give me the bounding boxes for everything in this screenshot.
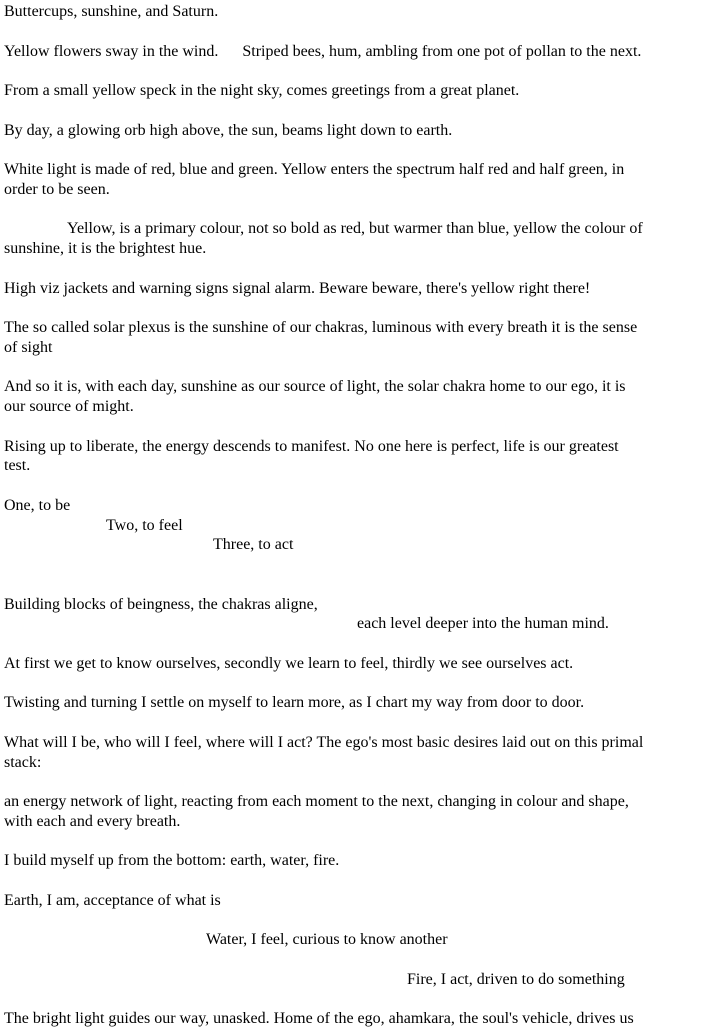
text-line: The bright light guides our way, unasked. Home of the ego, ahamkara, the soul's vehicle, drives us [4,1010,634,1028]
text-line: Twisting and turning I settle on myself to learn more, as I chart my way from door to door. [4,694,585,712]
text-line: White light is made of red, blue and green. Yellow enters the spectrum half red and half green, in [4,161,625,178]
text-line: At first we get to know ourselves, secondly we learn to feel, thirdly we see ourselves act. [4,654,574,672]
text-line: One, to be [4,496,71,514]
text-line: of sight [4,338,53,356]
text-line: stack: [4,753,42,771]
text-line: test. [4,457,31,475]
paragraph [4,496,701,555]
paragraph [4,377,701,417]
paragraph [4,654,701,674]
text-line: Yellow, is a primary colour, not so bold as red, but warmer than blue, yellow the colour of [67,220,643,238]
paragraph [4,318,701,358]
text-line: Rising up to liberate, the energy descends to manifest. No one here is perfect, life is our greatest [4,437,619,455]
paragraph [4,970,701,990]
paragraph [4,1009,701,1029]
paragraph [4,891,701,911]
paragraph [4,160,701,200]
text-line: By day, a glowing orb high above, the sun, beams light down to earth. [4,121,453,139]
paragraph [4,219,701,259]
text-line: Building blocks of beingness, the chakras aligne, [4,595,318,613]
text-line: I build myself up from the bottom: earth, water, fire. [4,852,340,870]
paragraph [4,930,701,950]
paragraph [4,81,701,101]
text-line: Water, I feel, curious to know another [206,931,448,949]
text-line: The so called solar plexus is the sunshine of our chakras, luminous with every breath it is the sense [4,319,638,336]
text-line: Yellow flowers sway in the wind. Striped bees, hum, ambling from one pot of pollan to the next. [4,42,642,60]
text-line: sunshine, it is the brightest hue. [4,240,207,257]
text-line: an energy network of light, reacting from each moment to the next, changing in colour and shape, [4,793,629,810]
paragraph [4,42,701,62]
paragraph [4,733,701,773]
paragraph [4,437,701,477]
paragraph [4,792,701,832]
text-line: Buttercups, sunshine, and Saturn. [4,3,219,20]
text-line: Earth, I am, acceptance of what is [4,891,221,909]
paragraph [4,121,701,141]
text-line: order to be seen. [4,180,110,198]
paragraph [4,851,701,871]
paragraph [4,2,701,22]
paragraph [4,693,701,713]
text-line: High viz jackets and warning signs signal alarm. Beware beware, there's yellow right there! [4,279,591,297]
text-line: Two, to feel [106,516,183,534]
text-line: our source of might. [4,398,134,415]
text-line: From a small yellow speck in the night sky, comes greetings from a great planet. [4,82,520,99]
text-line: And so it is, with each day, sunshine as our source of light, the solar chakra home to our ego, it is [4,378,626,396]
text-line: Three, to act [213,536,294,554]
text-line: What will I be, who will I feel, where will I act? The ego's most basic desires laid out on this primal [4,733,644,751]
paragraph [4,595,701,635]
text-line: with each and every breath. [4,812,181,830]
paragraph [4,279,701,299]
text-line: each level deeper into the human mind. [357,615,609,633]
text-line: Fire, I act, driven to do something [407,970,625,988]
